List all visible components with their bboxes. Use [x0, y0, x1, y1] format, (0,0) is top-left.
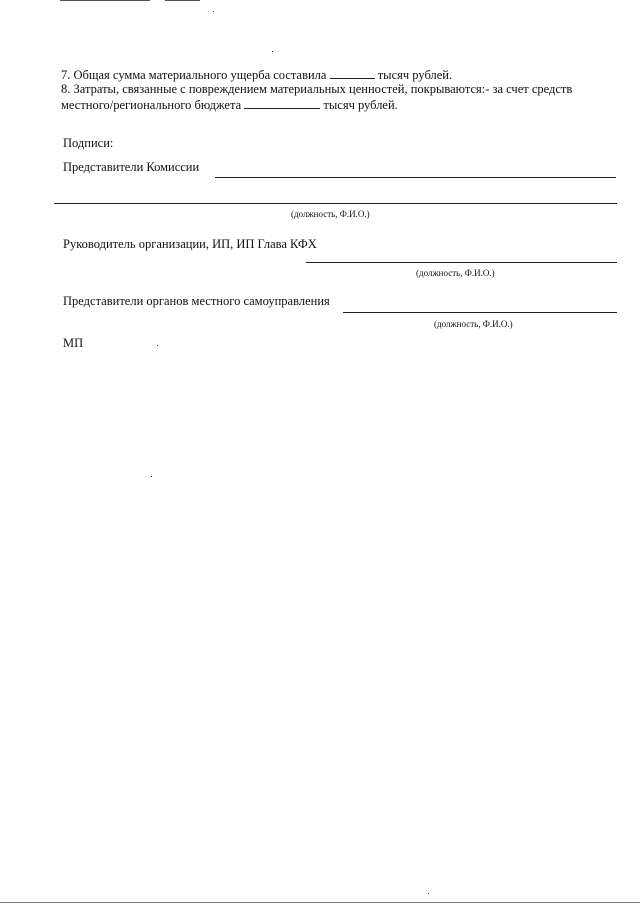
local-gov-label: Представители органов местного самоуправления — [63, 294, 330, 308]
item-8-unit: тысяч рублей. — [323, 98, 398, 112]
signatures-heading: Подписи: — [63, 136, 114, 150]
head-of-org-signature-line — [306, 262, 617, 263]
local-gov-signature-line — [343, 312, 617, 313]
scan-speck — [272, 51, 273, 52]
item-7-line — [61, 67, 452, 83]
scan-edge-bottom — [0, 902, 640, 903]
item-7-unit: тысяч рублей. — [377, 68, 453, 82]
stamp-place-label: МП — [63, 336, 84, 350]
item-7-sum-blank — [330, 67, 375, 79]
commission-label: Представители Комиссии — [63, 160, 200, 174]
item-8-sum-blank — [244, 97, 320, 109]
scan-edge-top-left — [60, 0, 150, 1]
commission-signature-line-1 — [215, 177, 616, 178]
commission-signature-line-2 — [54, 203, 617, 204]
item-8-line-1: 8. Затраты, связанные с повреждением материальных ценностей, покрываются:- за счет средств — [61, 82, 573, 96]
commission-caption: (должность, Ф.И.О.) — [291, 209, 370, 219]
scan-speck — [151, 476, 152, 477]
scan-speck — [157, 345, 158, 346]
scan-speck — [213, 11, 214, 12]
scan-edge-top-mid — [165, 0, 200, 1]
item-8-line-2 — [61, 97, 398, 113]
head-of-org-caption: (должность, Ф.И.О.) — [416, 268, 495, 278]
head-of-org-label: Руководитель организации, ИП, ИП Глава КФХ — [63, 237, 317, 251]
item-7-text: 7. Общая сумма материального ущерба составила — [61, 68, 327, 82]
item-8-budget-text: местного/регионального бюджета — [61, 98, 242, 112]
scan-speck — [428, 893, 429, 894]
local-gov-caption: (должность, Ф.И.О.) — [434, 319, 513, 329]
